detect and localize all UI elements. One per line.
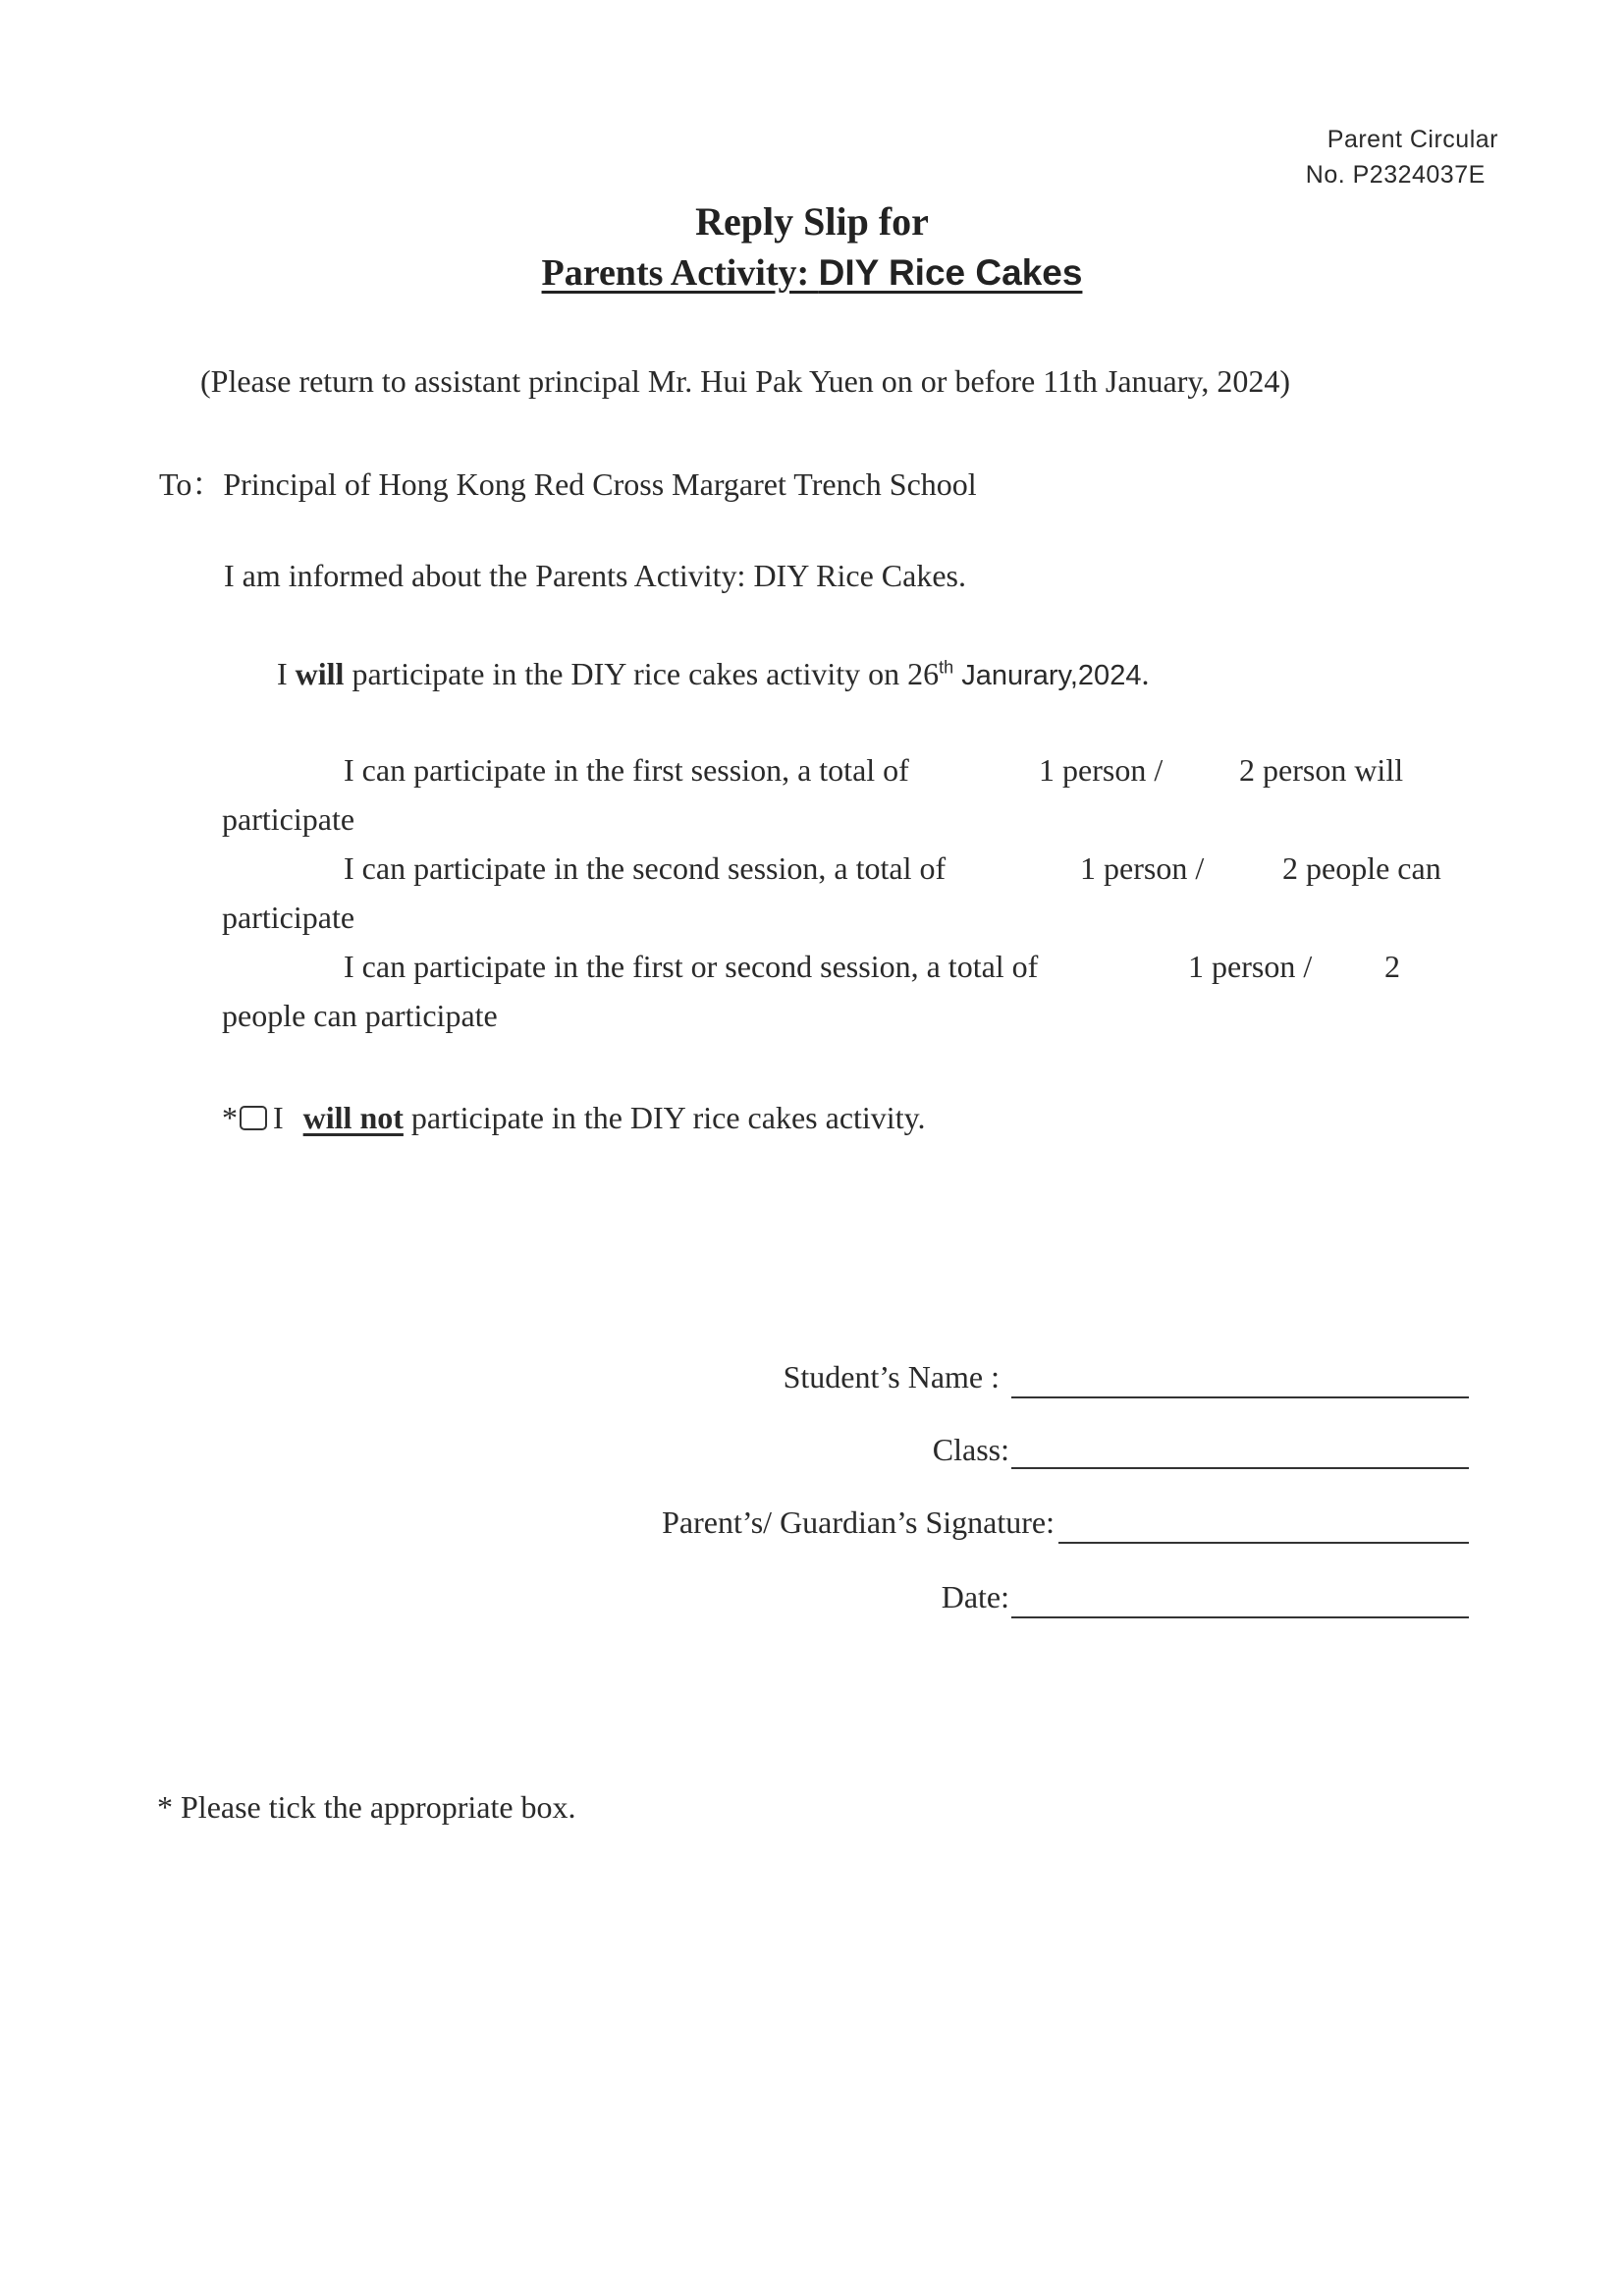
- circular-label: Parent Circular: [1326, 126, 1498, 153]
- option-either-continuation: people can participate: [222, 998, 498, 1033]
- title-activity-prefix: Parents Activity:: [541, 252, 819, 294]
- class-label: Class:: [932, 1432, 1009, 1467]
- informed-statement: I am informed about the Parents Activity: DIY Rice Cakes.: [224, 558, 966, 593]
- will-end: .: [1141, 656, 1150, 691]
- option-second-one-person: 1 person /: [1080, 850, 1205, 886]
- date-field[interactable]: [1011, 1616, 1469, 1618]
- option-first-two-person: 2 person will: [1239, 752, 1404, 788]
- return-instruction: (Please return to assistant principal Mr. Hui Pak Yuen on or before 11th January, 2024): [200, 363, 1290, 399]
- will-prefix: I: [277, 656, 296, 691]
- will-not-checkbox[interactable]: [240, 1106, 267, 1130]
- option-second-session: I can participate in the second session, a total of: [344, 850, 947, 886]
- will-date-tail: Janurary,2024: [953, 660, 1142, 691]
- circular-number: [1306, 122, 1498, 192]
- asterisk: *: [222, 1100, 238, 1135]
- title-reply-slip: Reply Slip for: [695, 199, 929, 244]
- will-middle: participate in the DIY rice cakes activity on 26: [344, 656, 940, 691]
- will-date-suffix: th: [939, 657, 954, 678]
- class-field[interactable]: [1011, 1467, 1469, 1469]
- footnote: * Please tick the appropriate box.: [157, 1789, 576, 1825]
- signature-field[interactable]: [1058, 1542, 1469, 1544]
- option-first-continuation: participate: [222, 801, 355, 837]
- option-either-two-people: 2: [1384, 949, 1400, 984]
- option-either-session: I can participate in the first or second session, a total of: [344, 949, 1039, 984]
- will-not-rest: participate in the DIY rice cakes activity.: [403, 1100, 926, 1135]
- will-participate-line: [277, 656, 1149, 692]
- title-activity-name: DIY Rice Cakes: [818, 252, 1083, 293]
- title-activity: [0, 251, 1624, 295]
- will-not-participate-line: [222, 1100, 926, 1136]
- addressee-line: To：Principal of Hong Kong Red Cross Margaret Trench School: [159, 466, 977, 502]
- student-name-label: Student’s Name :: [783, 1359, 1000, 1394]
- option-either-one-person: 1 person /: [1188, 949, 1313, 984]
- student-name-field[interactable]: [1011, 1396, 1469, 1398]
- will-not-pronoun: I: [273, 1100, 284, 1135]
- circular-code: No. P2324037E: [1305, 161, 1486, 189]
- signature-label: Parent’s/ Guardian’s Signature:: [662, 1504, 1055, 1540]
- option-first-session: I can participate in the first session, a total of: [344, 752, 909, 788]
- will-not-bold: will not: [302, 1100, 404, 1135]
- option-second-two-people: 2 people can: [1282, 850, 1441, 886]
- date-label: Date:: [941, 1579, 1009, 1614]
- option-second-continuation: participate: [222, 900, 355, 935]
- will-bold: will: [295, 656, 345, 691]
- option-first-one-person: 1 person /: [1039, 752, 1164, 788]
